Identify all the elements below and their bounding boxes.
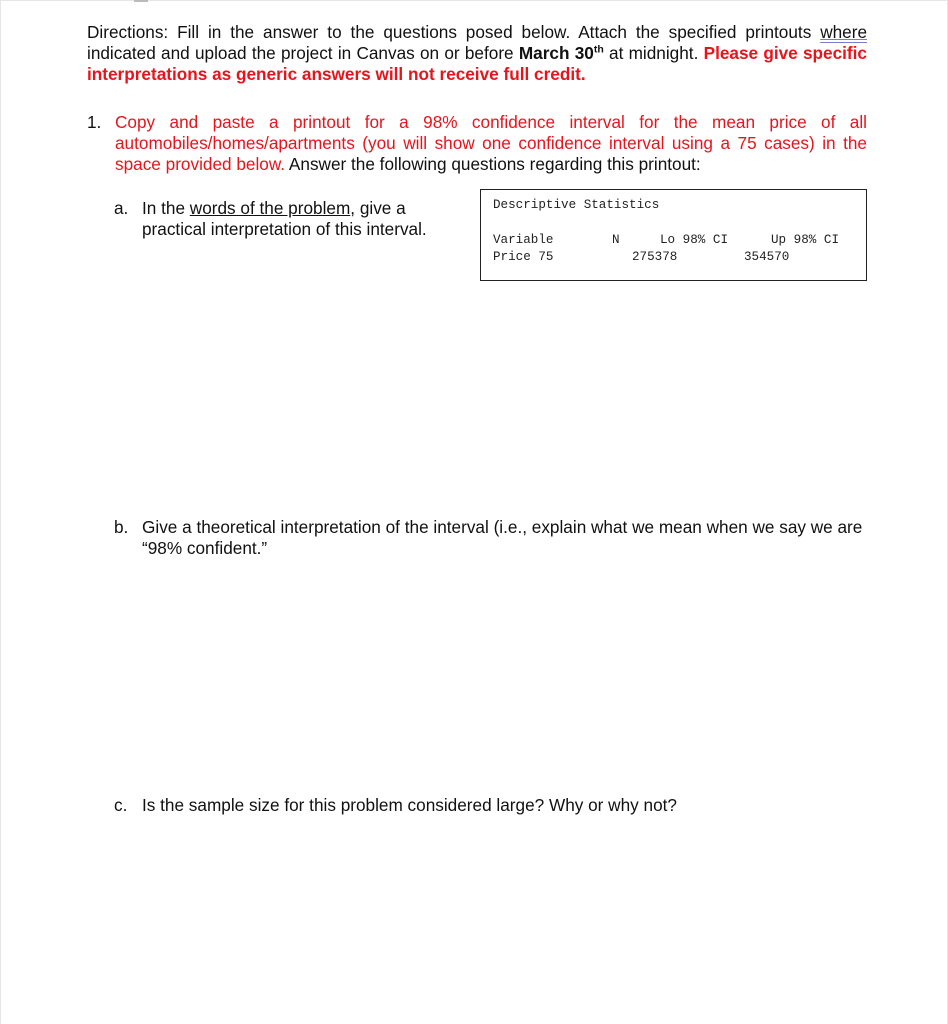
due-date-sup: th <box>593 43 604 56</box>
question-1a-text-1: In the <box>142 198 190 218</box>
question-1b-text: Give a theoretical interpretation of the interval (i.e., explain what we mean when we say we are “98% confident.” <box>142 517 863 558</box>
directions-text-2: indicated and upload the project in Canvas on or before <box>87 43 519 63</box>
printout-header-up: Up 98% CI <box>771 233 840 247</box>
question-1b-letter: b. <box>114 517 129 537</box>
printout-title: Descriptive Statistics <box>493 198 660 212</box>
directions-text-3: at midnight. <box>603 43 704 63</box>
directions-emphasis: Please give specific interpretations as generic answers will not receive full credit. <box>87 43 867 84</box>
question-1a-letter: a. <box>114 198 129 218</box>
question-1b <box>114 517 870 559</box>
question-1-number: 1. <box>87 112 102 132</box>
directions-paragraph <box>87 22 867 85</box>
directions-text-1: Directions: Fill in the answer to the questions posed below. Attach the specified printouts <box>87 22 821 42</box>
question-1a-underlined: words of the problem <box>189 198 351 218</box>
question-1a-text <box>142 198 454 240</box>
due-date-text: March 30 <box>518 43 594 63</box>
printout-row-lo: 275378 <box>632 250 678 264</box>
question-1c-text: Is the sample size for this problem considered large? Why or why not? <box>142 795 677 815</box>
question-1c <box>114 795 870 816</box>
page-top-mark <box>134 0 148 2</box>
question-1a-text-2: , give a practical interpretation of this interval. <box>142 198 427 239</box>
printout-header-lo: Lo 98% CI <box>660 233 729 247</box>
question-1a <box>114 198 454 240</box>
due-date <box>519 43 604 63</box>
question-1-prompt: Answer the following questions regarding this printout: <box>285 154 701 174</box>
printout-row-variable: Price 75 <box>493 250 554 264</box>
directions-where: where <box>820 22 867 42</box>
printout-row-up: 354570 <box>744 250 790 264</box>
question-1-text <box>115 112 867 175</box>
question-1c-letter: c. <box>114 795 128 815</box>
printout-header-variable: Variable <box>493 233 554 247</box>
printout-header-n: N <box>612 233 620 247</box>
minitab-printout <box>480 189 867 281</box>
question-1 <box>87 112 867 175</box>
question-1-instructions: Copy and paste a printout for a 98% confidence interval for the mean price of all automobiles/homes/apartments (you will show one confidence interval using a 75 cases) in the space provided below. <box>115 112 867 174</box>
